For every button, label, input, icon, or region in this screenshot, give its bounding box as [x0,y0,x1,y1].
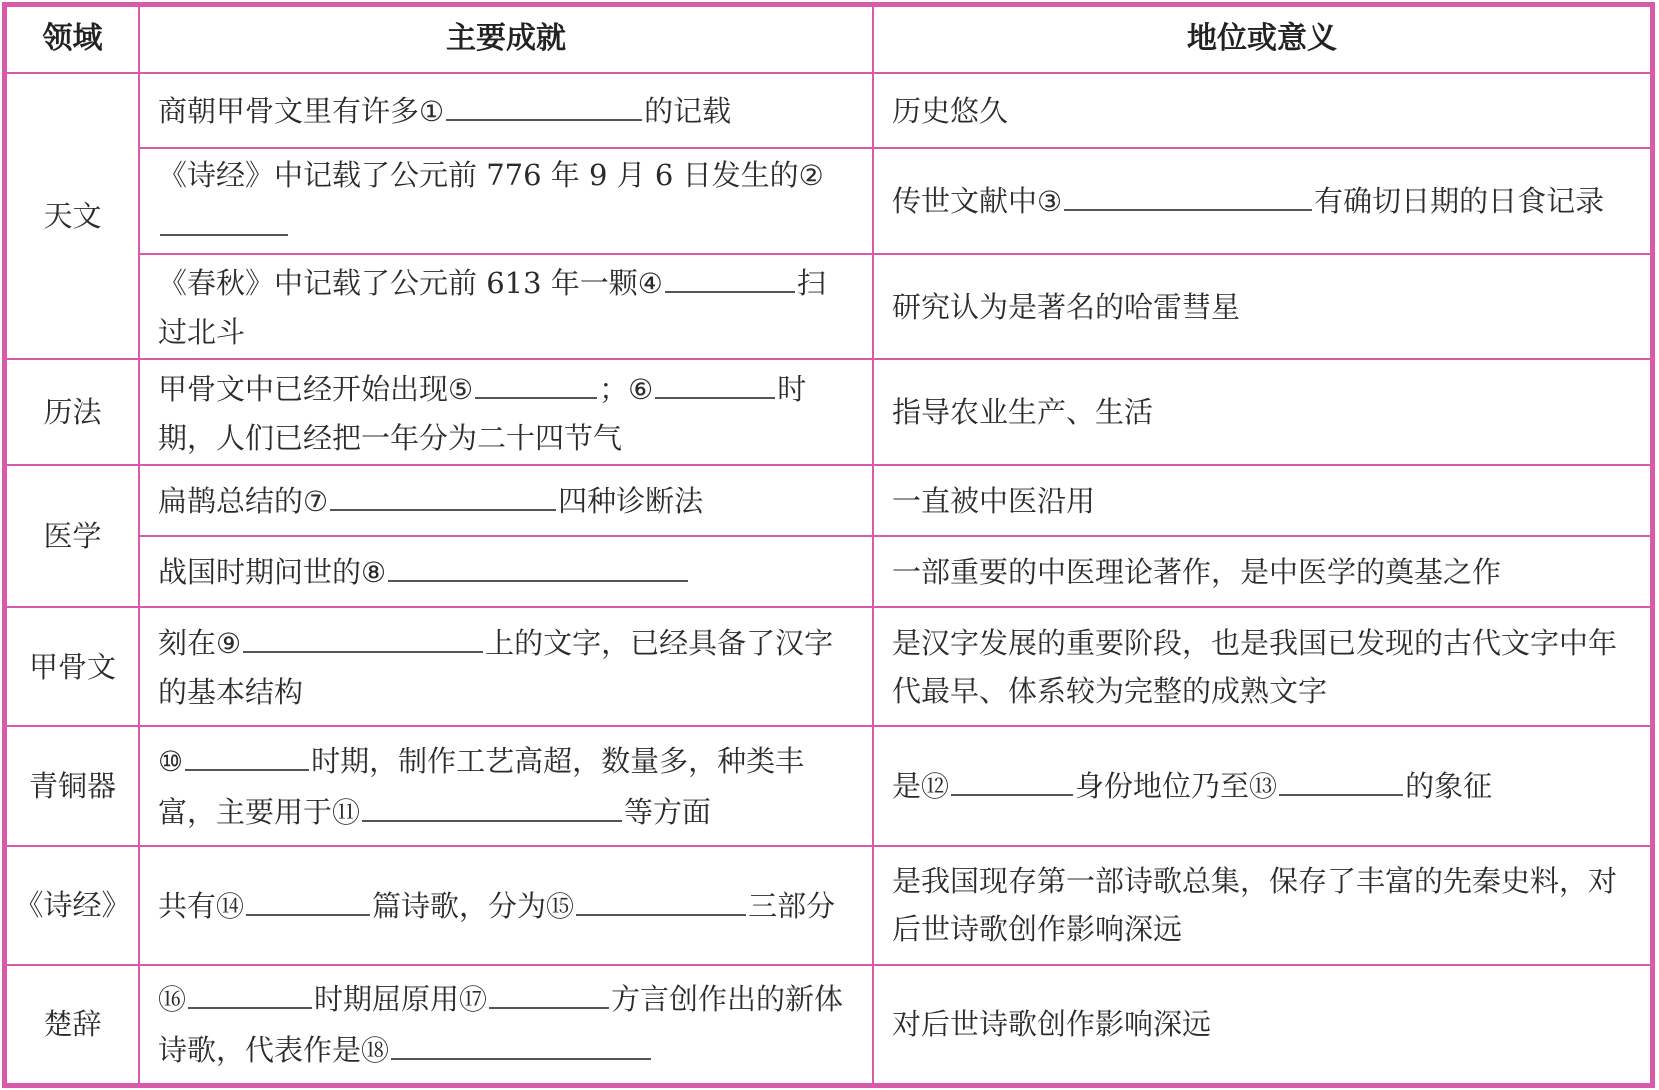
blank-number: ⑭ [216,889,245,923]
blank-line [246,880,370,916]
domain-oracle-bone: 甲骨文 [6,607,139,726]
blank-line [243,617,483,653]
domain-calendar: 历法 [6,359,139,465]
table-row [6,607,1651,726]
significance-cell: 指导农业生产、生活 [873,359,1651,465]
knowledge-table-frame [2,2,1655,1088]
achievement-cell [139,536,873,607]
text: 时期，制作工艺高超，数量多，种类丰富，主要用于 [158,743,805,829]
text: 篇诗歌，分为 [372,888,547,923]
significance-cell: 对后世诗歌创作影响深远 [873,965,1651,1084]
domain-shijing: 《诗经》 [6,846,139,965]
achievement-cell [139,846,873,965]
text: 三部分 [748,888,836,923]
blank-number: ⑯ [158,983,187,1017]
blank-line [446,85,642,121]
header-domain: 领域 [6,6,139,73]
blank-line [475,363,597,399]
table-row [6,73,1651,148]
blank-number: ⑬ [1249,770,1278,804]
table-row [6,254,1651,360]
achievement-cell [139,359,873,465]
text: 身份地位乃至 [1075,769,1250,804]
significance-cell [873,148,1651,254]
blank-line [665,257,795,293]
blank-line [330,475,556,511]
text: 有确切日期的日食记录 [1314,184,1605,219]
blank-line [655,363,775,399]
significance-cell: 是我国现存第一部诗歌总集，保存了丰富的先秦史料，对后世诗歌创作影响深远 [873,846,1651,965]
blank-number: ⑧ [361,556,387,590]
significance-cell: 研究认为是著名的哈雷彗星 [873,254,1651,360]
text: 四种诊断法 [558,484,704,519]
achievement-cell [139,73,873,148]
blank-line [391,1024,651,1060]
blank-number: ⑮ [546,889,575,923]
text: ； [599,371,629,406]
text: 刻在 [158,626,217,661]
blank-line [489,973,609,1009]
text: 商朝甲骨文里有许多 [158,94,420,129]
table-row [6,726,1651,845]
text: 时期，人们已经把一年分为二十四节气 [158,371,807,455]
blank-line [362,786,622,822]
blank-line [185,735,309,771]
achievement-cell [139,465,873,536]
table-row [6,359,1651,465]
blank-number: ⑫ [921,770,950,804]
blank-number: ② [798,159,824,193]
text: 时期屈原用 [314,982,460,1017]
blank-line [951,760,1073,796]
significance-cell: 一直被中医沿用 [873,465,1651,536]
achievements-table [5,5,1652,1085]
text: 共有 [158,888,217,923]
text: 扫过北斗 [158,266,826,350]
table-row [6,965,1651,1084]
blank-line [1279,760,1403,796]
domain-medicine: 医学 [6,465,139,607]
text: 甲骨文中已经开始出现 [158,371,449,406]
text: 的记载 [644,94,732,129]
table-row [6,465,1651,536]
significance-cell [873,726,1651,845]
table-row [6,148,1651,254]
header-significance: 地位或意义 [873,6,1651,73]
achievement-cell [139,726,873,845]
blank-number: ⑰ [459,983,488,1017]
header-row [6,6,1651,73]
blank-number: ⑥ [628,372,654,406]
blank-number: ⑪ [332,795,361,829]
significance-cell: 是汉字发展的重要阶段，也是我国已发现的古代文字中年代最早、体系较为完整的成熟文字 [873,607,1651,726]
text: 传世文献中 [892,184,1038,219]
text: 战国时期问世的 [158,555,362,590]
achievement-cell [139,254,873,360]
table-row [6,536,1651,607]
text: 等方面 [624,794,712,829]
blank-number: ③ [1037,185,1063,219]
text: 扁鹊总结的 [158,484,304,519]
blank-number: ① [419,95,445,129]
blank-line [1064,175,1312,211]
blank-number: ⑤ [448,372,474,406]
significance-cell: 一部重要的中医理论著作，是中医学的奠基之作 [873,536,1651,607]
achievement-cell [139,965,873,1084]
domain-chuci: 楚辞 [6,965,139,1084]
blank-number: ⑱ [361,1034,390,1068]
header-achievement: 主要成就 [139,6,873,73]
domain-bronze: 青铜器 [6,726,139,845]
text: 是 [892,769,922,804]
blank-line [576,880,746,916]
text: 《诗经》中记载了公元前 776 年 9 月 6 日发生的 [158,158,799,193]
domain-astronomy: 天文 [6,73,139,359]
blank-line [188,973,312,1009]
achievement-cell [139,607,873,726]
blank-number: ⑦ [303,485,329,519]
table-row [6,846,1651,965]
text: 方言创作出的新体诗歌，代表作是 [158,982,844,1068]
blank-number: ④ [637,267,663,301]
text: 的象征 [1405,769,1493,804]
blank-line [388,546,688,582]
achievement-cell [139,148,873,254]
text: 上的文字，已经具备了汉字的基本结构 [158,626,834,710]
blank-number: ⑨ [216,627,242,661]
text: 《春秋》中记载了公元前 613 年一颗 [158,266,638,301]
blank-number: ⑩ [158,744,184,778]
blank-line [160,200,288,236]
significance-cell: 历史悠久 [873,73,1651,148]
